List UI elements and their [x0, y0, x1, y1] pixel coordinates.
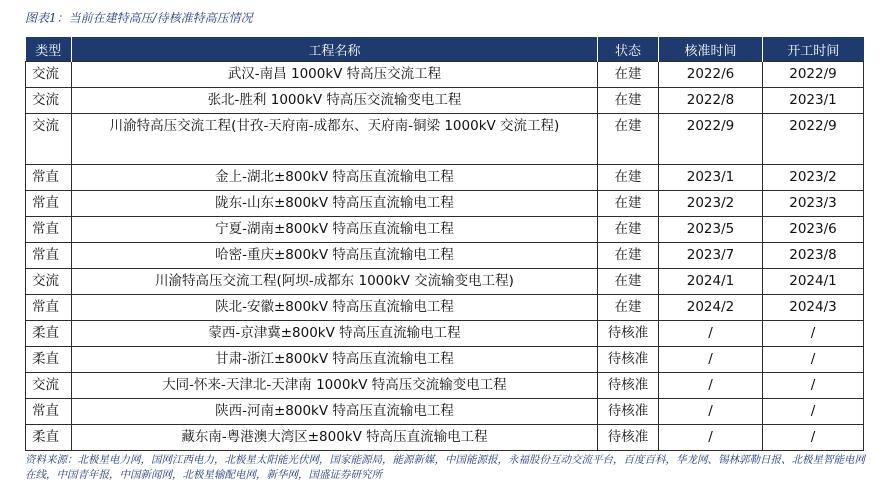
projects-table [25, 37, 864, 451]
header-status: 状态 [598, 37, 659, 62]
table-row [26, 88, 864, 114]
cell-type: 柔直 [26, 347, 72, 373]
table-row [26, 243, 864, 269]
cell-type: 常直 [26, 217, 72, 243]
table-row [26, 347, 864, 373]
cell-status: 在建 [598, 191, 659, 217]
cell-status: 在建 [598, 243, 659, 269]
cell-status: 在建 [598, 165, 659, 191]
cell-name: 宁夏-湖南±800kV 特高压直流输电工程 [72, 217, 598, 243]
cell-type: 交流 [26, 88, 72, 114]
cell-status: 在建 [598, 217, 659, 243]
cell-approved: 2024/2 [659, 295, 763, 321]
cell-name: 张北-胜利 1000kV 特高压交流输变电工程 [72, 88, 598, 114]
table-row [26, 165, 864, 191]
cell-approved: 2023/5 [659, 217, 763, 243]
cell-name: 甘肃-浙江±800kV 特高压直流输电工程 [72, 347, 598, 373]
cell-approved: 2022/6 [659, 62, 763, 88]
cell-started: 2023/8 [763, 243, 864, 269]
table-row [26, 62, 864, 88]
table-row [26, 425, 864, 451]
table-row [26, 295, 864, 321]
cell-type: 交流 [26, 114, 72, 165]
cell-started: 2023/6 [763, 217, 864, 243]
cell-type: 交流 [26, 373, 72, 399]
cell-status: 待核准 [598, 347, 659, 373]
cell-started: / [763, 321, 864, 347]
cell-status: 在建 [598, 88, 659, 114]
cell-name: 哈密-重庆±800kV 特高压直流输电工程 [72, 243, 598, 269]
cell-approved: / [659, 347, 763, 373]
cell-started: 2022/9 [763, 114, 864, 165]
cell-name: 陕西-河南±800kV 特高压直流输电工程 [72, 399, 598, 425]
cell-started: / [763, 347, 864, 373]
cell-approved: 2022/8 [659, 88, 763, 114]
cell-status: 待核准 [598, 399, 659, 425]
cell-started: 2024/1 [763, 269, 864, 295]
cell-started: 2023/1 [763, 88, 864, 114]
table-row [26, 399, 864, 425]
cell-name: 陕北-安徽±800kV 特高压直流输电工程 [72, 295, 598, 321]
cell-type: 常直 [26, 165, 72, 191]
table-header-row [26, 37, 864, 62]
cell-name: 武汉-南昌 1000kV 特高压交流工程 [72, 62, 598, 88]
cell-status: 待核准 [598, 321, 659, 347]
table-row [26, 217, 864, 243]
cell-started: 2023/3 [763, 191, 864, 217]
cell-name: 陇东-山东±800kV 特高压直流输电工程 [72, 191, 598, 217]
cell-type: 常直 [26, 295, 72, 321]
header-started: 开工时间 [763, 37, 864, 62]
cell-status: 待核准 [598, 373, 659, 399]
cell-status: 在建 [598, 295, 659, 321]
cell-approved: / [659, 425, 763, 451]
header-name: 工程名称 [72, 37, 598, 62]
table-row [26, 191, 864, 217]
cell-name: 川渝特高压交流工程(甘孜-天府南-成都东、天府南-铜梁 1000kV 交流工程) [72, 114, 598, 165]
header-approved: 核准时间 [659, 37, 763, 62]
table-row [26, 114, 864, 165]
cell-status: 在建 [598, 114, 659, 165]
cell-approved: / [659, 321, 763, 347]
table-row [26, 321, 864, 347]
cell-type: 交流 [26, 62, 72, 88]
cell-approved: / [659, 399, 763, 425]
cell-started: / [763, 373, 864, 399]
cell-name: 蒙西-京津冀±800kV 特高压直流输电工程 [72, 321, 598, 347]
cell-started: / [763, 399, 864, 425]
cell-type: 柔直 [26, 321, 72, 347]
cell-type: 常直 [26, 191, 72, 217]
cell-started: 2022/9 [763, 62, 864, 88]
cell-name: 藏东南-粤港澳大湾区±800kV 特高压直流输电工程 [72, 425, 598, 451]
cell-name: 金上-湖北±800kV 特高压直流输电工程 [72, 165, 598, 191]
cell-approved: 2022/9 [659, 114, 763, 165]
cell-type: 常直 [26, 399, 72, 425]
cell-name: 川渝特高压交流工程(阿坝-成都东 1000kV 交流输变电工程) [72, 269, 598, 295]
cell-approved: 2023/2 [659, 191, 763, 217]
cell-started: / [763, 425, 864, 451]
header-type: 类型 [26, 37, 72, 62]
cell-type: 柔直 [26, 425, 72, 451]
cell-approved: / [659, 373, 763, 399]
cell-type: 常直 [26, 243, 72, 269]
cell-approved: 2024/1 [659, 269, 763, 295]
cell-approved: 2023/1 [659, 165, 763, 191]
figure-title: 图表1：当前在建特高压/待核准特高压情况 [25, 11, 253, 25]
projects-table-frame [25, 37, 863, 451]
cell-started: 2023/2 [763, 165, 864, 191]
table-row [26, 373, 864, 399]
cell-type: 交流 [26, 269, 72, 295]
table-body [26, 62, 864, 451]
cell-status: 在建 [598, 62, 659, 88]
cell-status: 待核准 [598, 425, 659, 451]
table-row [26, 269, 864, 295]
source-note: 资料来源：北极星电力网，国网江西电力，北极星太阳能光伏网，国家能源局，能源新媒，中国能源报，永福股份互动交流平台，百度百科，华龙网、锡林郭勒日报、北极星智能电网在线，中国青年报，中国新闻网，北极星输配电网，新华网，国盛证券研究所 [25, 454, 865, 481]
cell-status: 在建 [598, 269, 659, 295]
cell-approved: 2023/7 [659, 243, 763, 269]
cell-name: 大同-怀来-天津北-天津南 1000kV 特高压交流输变电工程 [72, 373, 598, 399]
cell-started: 2024/3 [763, 295, 864, 321]
